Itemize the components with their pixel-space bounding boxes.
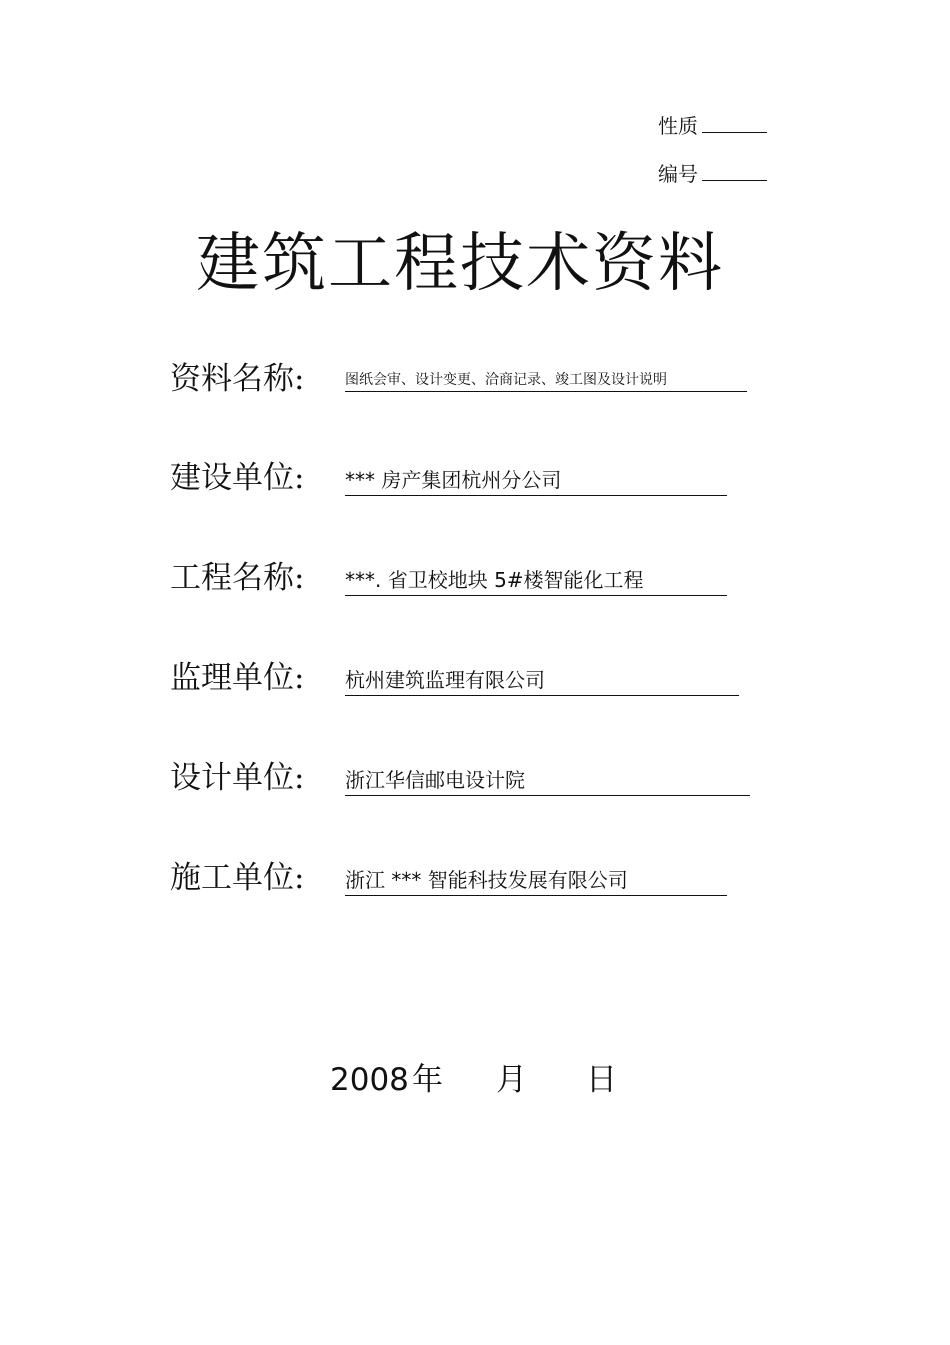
field-label: 资料名称: [170,361,305,397]
number-blank-line [702,162,767,181]
nature-blank-line [702,114,767,133]
date-year: 2008 [330,1062,409,1098]
field-value: 杭州建筑监理有限公司 [345,664,739,696]
nature-field [658,110,767,139]
date-year-unit: 年 [412,1062,443,1098]
date-month-unit: 月 [496,1062,527,1098]
date-day-unit: 日 [586,1062,617,1098]
field-label: 监理单位: [170,660,305,696]
field-value: *** 房产集团杭州分公司 [345,464,727,496]
field-value: 浙江 *** 智能科技发展有限公司 [345,864,727,896]
nature-label: 性质 [658,114,698,138]
date-line [330,1054,617,1099]
field-value: ***. 省卫校地块 5#楼智能化工程 [345,564,727,596]
field-label: 建设单位: [170,460,305,496]
field-label: 设计单位: [170,760,305,796]
document-title: 建筑工程技术资料 [196,227,724,301]
field-value: 图纸会审、设计变更、洽商记录、竣工图及设计说明 [345,369,747,392]
number-field [658,158,767,187]
field-label: 工程名称: [170,560,305,596]
field-label: 施工单位: [170,860,305,896]
field-value: 浙江华信邮电设计院 [345,764,750,796]
number-label: 编号 [658,162,698,186]
